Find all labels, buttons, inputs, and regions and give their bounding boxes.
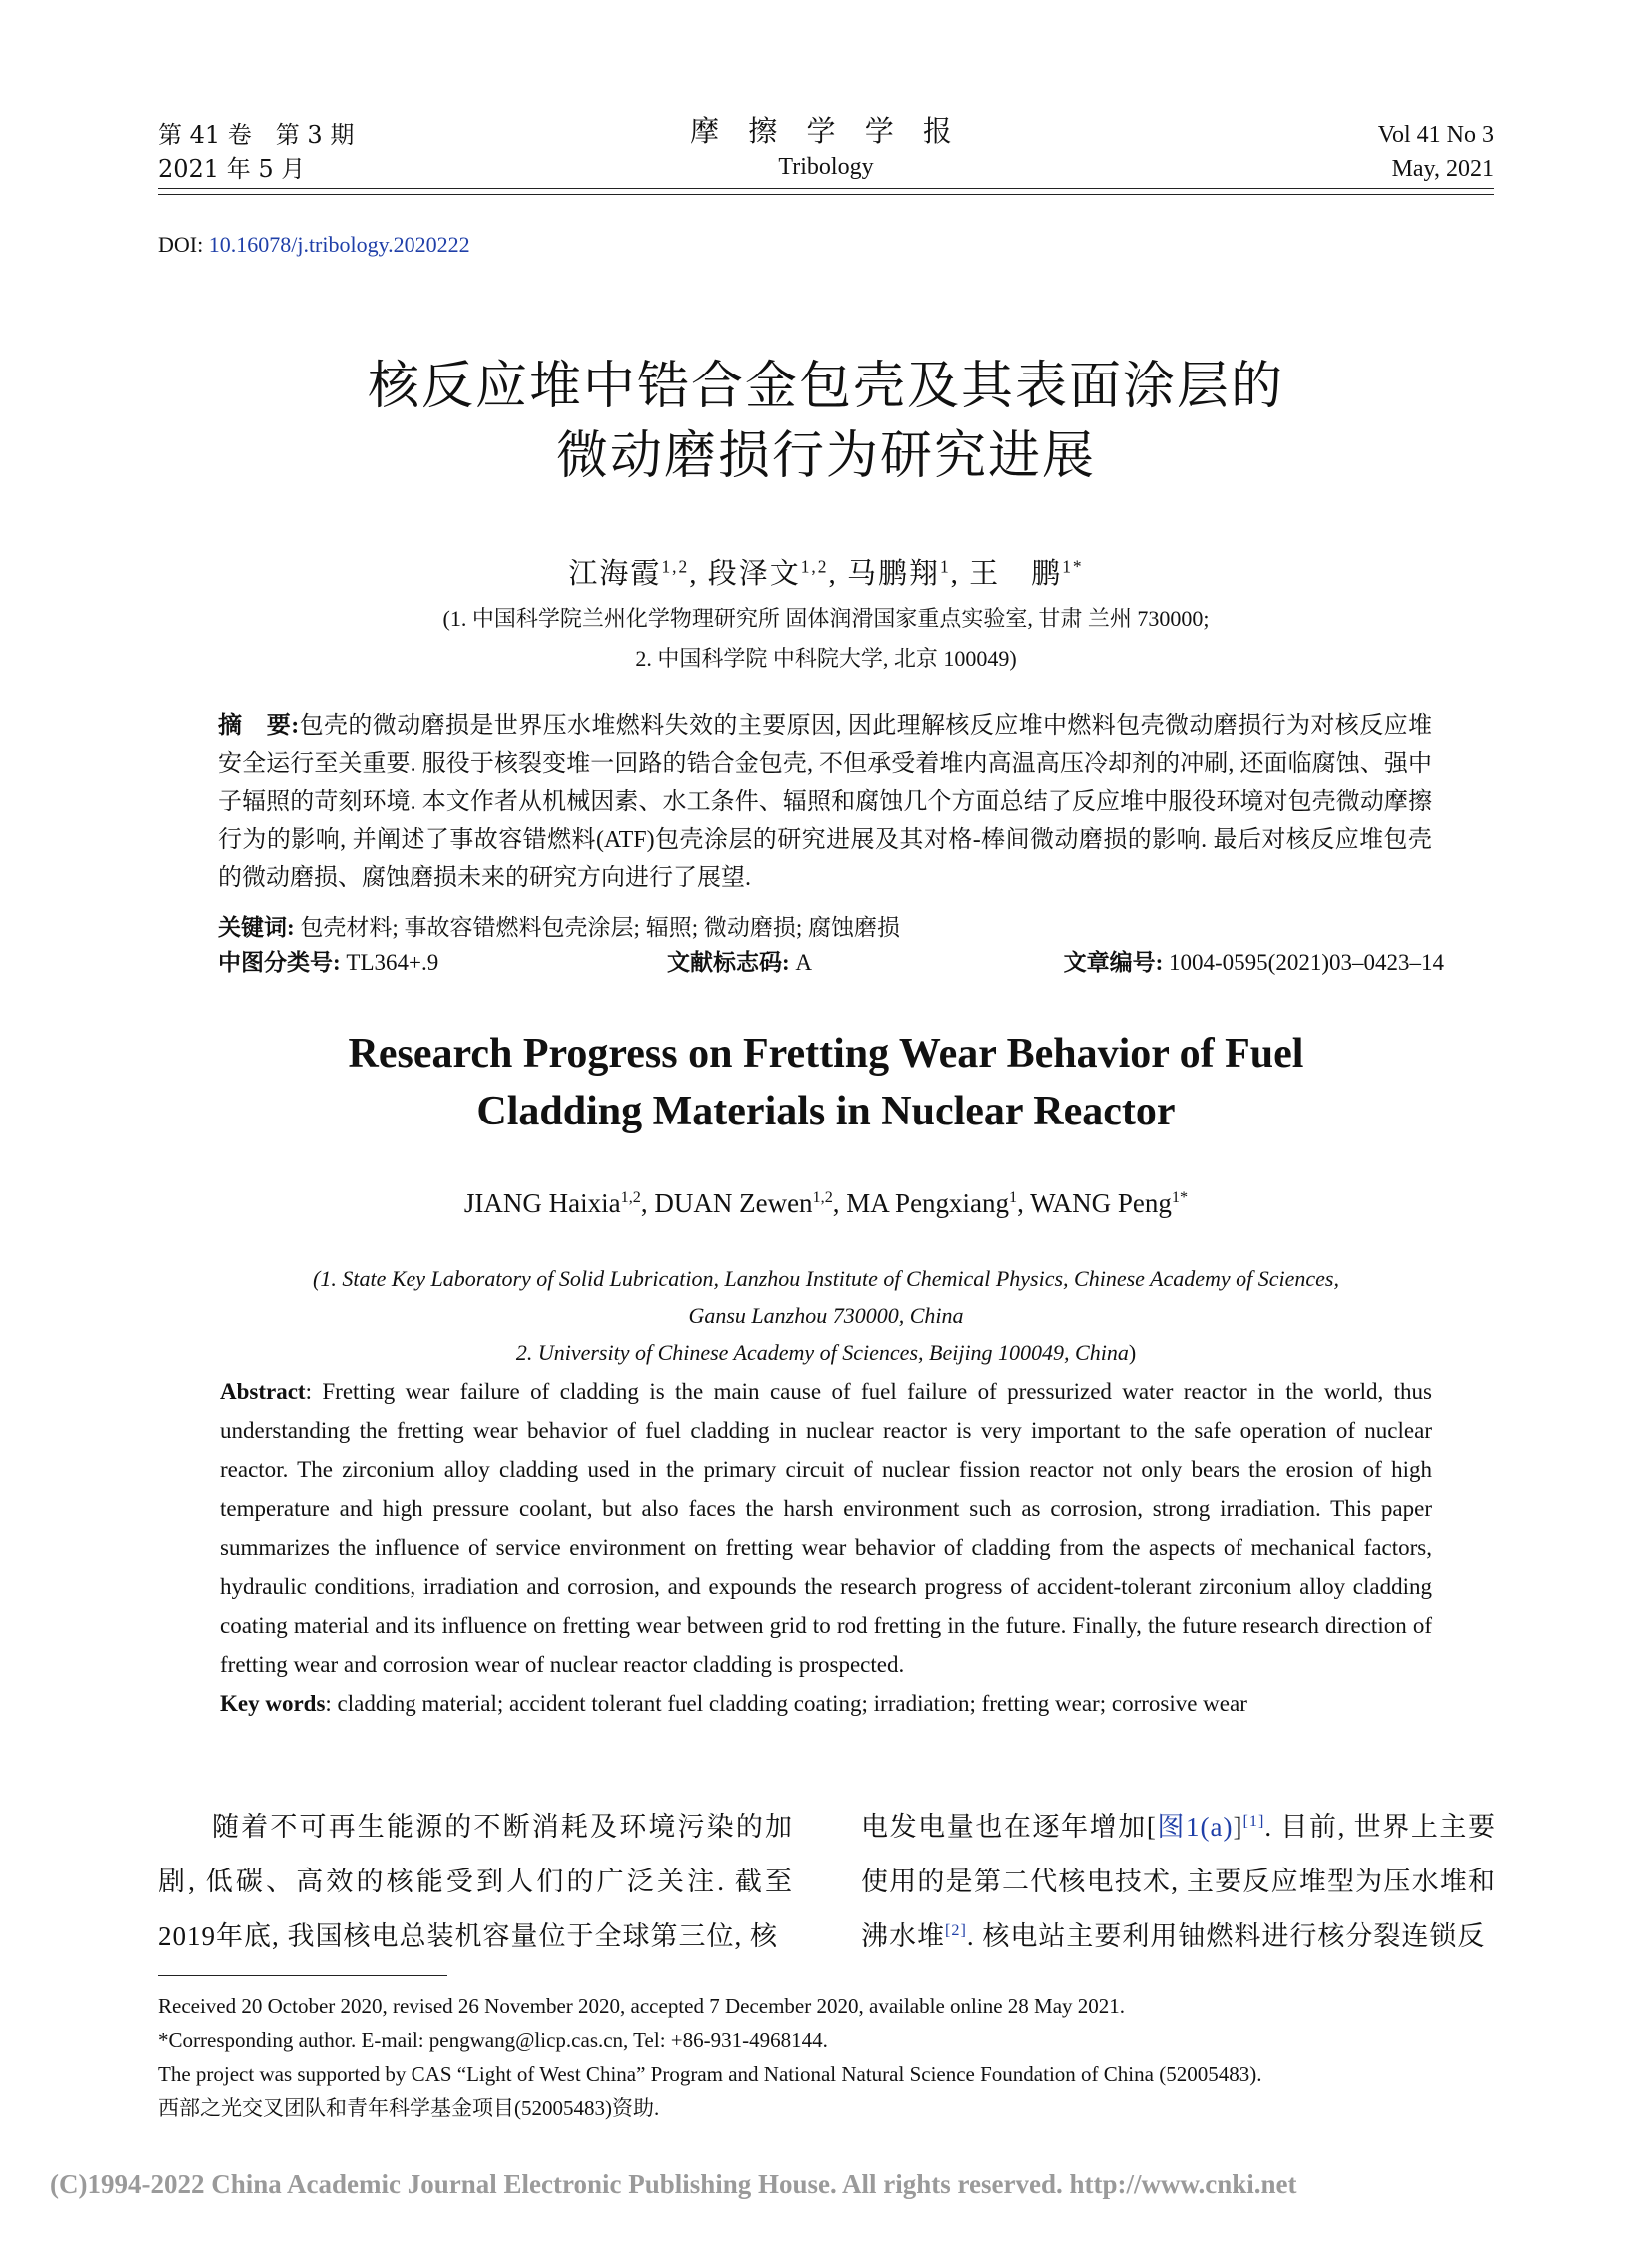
footnote-funding-cn: 西部之光交叉团队和青年科学基金项目(52005483)资助. <box>158 2096 660 2120</box>
author-cn: 江海霞 <box>568 558 662 590</box>
header-rule <box>158 188 1494 189</box>
doi-label: DOI: <box>158 232 209 257</box>
figure-link[interactable]: 图1(a) <box>1156 1812 1234 1842</box>
affiliation-cn-1: (1. 中国科学院兰州化学物理研究所 固体润滑国家重点实验室, 甘肃 兰州 730000; <box>442 606 1210 631</box>
copyright-notice: (C)1994-2022 China Academic Journal Electronic Publishing House. All rights reserved. http://www.cnki.net <box>50 2169 1297 2199</box>
header-rule-thin <box>158 194 1494 195</box>
header-volume: 第 41 卷 第 3 期 <box>158 121 355 149</box>
authors-cn: 江海霞$^{1,2}$, 段泽文$^{1,2}$, 马鹏翔$^1$, 王 鹏$^{1*}$ <box>568 556 1084 590</box>
title-en-line2: Cladding Materials in Nuclear Reactor <box>476 1089 1176 1134</box>
header-date-en: May, 2021 <box>1391 156 1494 182</box>
header-date-cn: 2021 年 5 月 <box>158 155 306 183</box>
footnote-funding-en: The project was supported by CAS “Light of West China” Program and National Natural Science Foundation of China (52005483). <box>158 2062 1262 2086</box>
abstract-cn-text: 包壳的微动磨损是世界压水堆燃料失效的主要原因, 因此理解核反应堆中燃料包壳微动磨损行为对核反应堆安全运行至关重要. 服役于核裂变堆一回路的锆合金包壳, 不但承受着堆内高温高压冷却剂的冲刷, 还面临腐蚀、强中子辐照的苛刻环境. 本文作者从机械因素、水工条件、辐照和腐蚀几个方面总结了反应堆中服役环境对包壳微动摩擦行为的影响, 并阐述了事故容错燃料(ATF)包壳涂层的研究进展及其对格-棒间微动磨损的影响. 最后对核反应堆包壳的微动磨损、腐蚀磨损未来的研究方向进行了展望. <box>218 713 1432 891</box>
body-column-right: 电发电量也在逐年增加[图1(a)][1]. 目前, 世界上主要使用的是第二代核电技术, 主要反应堆型为压水堆和沸水堆[2]. 核电站主要利用铀燃料进行核分裂连锁反 <box>861 1812 1497 1951</box>
author-en: JIANG Haixia <box>463 1188 621 1218</box>
abstract-cn <box>218 707 1432 897</box>
article-number: 文章编号: 1004-0595(2021)03–0423–14 <box>1063 950 1444 975</box>
keywords-en-text: : cladding material; accident tolerant fuel cladding coating; irradiation; fretting wear; corrosive wear <box>325 1691 1247 1716</box>
header-vol-no: Vol 41 No 3 <box>1377 122 1494 148</box>
citation-link[interactable]: [1] <box>1242 1812 1265 1830</box>
affiliation-en-1-cont: Gansu Lanzhou 730000, China <box>688 1303 964 1328</box>
journal-name-cn: 摩 擦 学 学 报 <box>690 114 962 148</box>
affiliations-en <box>0 1260 1652 1371</box>
doi-link[interactable]: 10.16078/j.tribology.2020222 <box>208 232 470 257</box>
abstract-en <box>220 1372 1432 1723</box>
author-en: DUAN Zewen <box>654 1188 813 1218</box>
footnotes <box>158 1989 1494 2125</box>
footnote-received: Received 20 October 2020, revised 26 November 2020, accepted 7 December 2020, available online 28 May 2021. <box>158 1994 1126 2018</box>
keywords-cn-text: 包壳材料; 事故容错燃料包壳涂层; 辐照; 微动磨损; 腐蚀磨损 <box>300 915 900 940</box>
authors-en: JIANG Haixia$^{1,2}$, DUAN Zewen$^{1,2}$, MA Pengxiang$^1$, WANG Peng$^{1*}$ <box>463 1188 1189 1218</box>
document-code: 文献标志码: A <box>667 950 813 975</box>
clc-number: 中图分类号: TL364+.9 <box>218 950 439 975</box>
abstract-cn-label: 摘 要: <box>218 713 300 739</box>
author-en: WANG Peng <box>1030 1188 1172 1218</box>
title-en <box>0 1025 1652 1140</box>
header-vol-en <box>1378 118 1494 186</box>
affiliation-en-2: 2. University of Chinese Academy of Sciences, Beijing 100049, China) <box>515 1340 1137 1365</box>
title-cn-line1: 核反应堆中锆合金包壳及其表面涂层的 <box>367 357 1284 416</box>
keywords-en <box>220 1684 1432 1723</box>
keywords-cn-label: 关键词: <box>218 915 295 940</box>
body-column-left <box>158 1800 793 1964</box>
affiliation-cn-2: 2. 中国科学院 中科院大学, 北京 100049) <box>635 646 1017 671</box>
abstract-en-label: Abstract <box>220 1379 306 1404</box>
citation-link[interactable]: [2] <box>945 1921 967 1939</box>
keywords-en-label: Key words <box>220 1691 326 1716</box>
body-paragraph: 随着不可再生能源的不断消耗及环境污染的加剧, 低碳、高效的核能受到人们的广泛关注. 截至2019年底, 我国核电总装机容量位于全球第三位, 核 <box>158 1812 793 1951</box>
keywords-cn <box>218 909 1432 942</box>
title-cn <box>0 352 1652 491</box>
affiliation-en-1: (1. State Key Laboratory of Solid Lubrication, Lanzhou Institute of Chemical Physics, Chinese Academy of Sciences, <box>313 1266 1339 1291</box>
doi <box>158 232 470 258</box>
author-en: MA Pengxiang <box>846 1188 1010 1218</box>
journal-name-en: Tribology <box>778 154 874 180</box>
author-cn: 王 鹏 <box>969 558 1063 590</box>
author-cn: 段泽文 <box>707 558 801 590</box>
author-cn: 马鹏翔 <box>846 558 940 590</box>
title-cn-line2: 微动磨损行为研究进展 <box>555 426 1096 486</box>
title-en-line1: Research Progress on Fretting Wear Behavior of Fuel <box>348 1031 1304 1077</box>
footnote-rule <box>158 1975 447 1976</box>
abstract-en-text: : Fretting wear failure of cladding is the main cause of fuel failure of pressurized water reactor in the world, thus understanding the fretting wear behavior of fuel cladding in nuclear reactor is very important to the safe operation of nuclear reactor. The zirconium alloy cladding used in the primary circuit of nuclear fission reactor not only bears the erosion of high temperature and high pressure coolant, but also faces the harsh environment such as corrosion, strong irradiation. This paper summarizes the influence of service environment on fretting wear behavior of cladding from the aspects of mechanical factors, hydraulic conditions, irradiation and corrosion, and expounds the research progress of accident-tolerant zirconium alloy cladding coating material and its influence on fretting wear between grid to rod fretting in the future. Finally, the future research direction of fretting wear and corrosion wear of nuclear reactor cladding is prospected. <box>220 1379 1432 1677</box>
affiliations-cn <box>0 599 1652 679</box>
footnote-corresponding: *Corresponding author. E-mail: pengwang@licp.cas.cn, Tel: +86-931-4968144. <box>158 2028 828 2052</box>
